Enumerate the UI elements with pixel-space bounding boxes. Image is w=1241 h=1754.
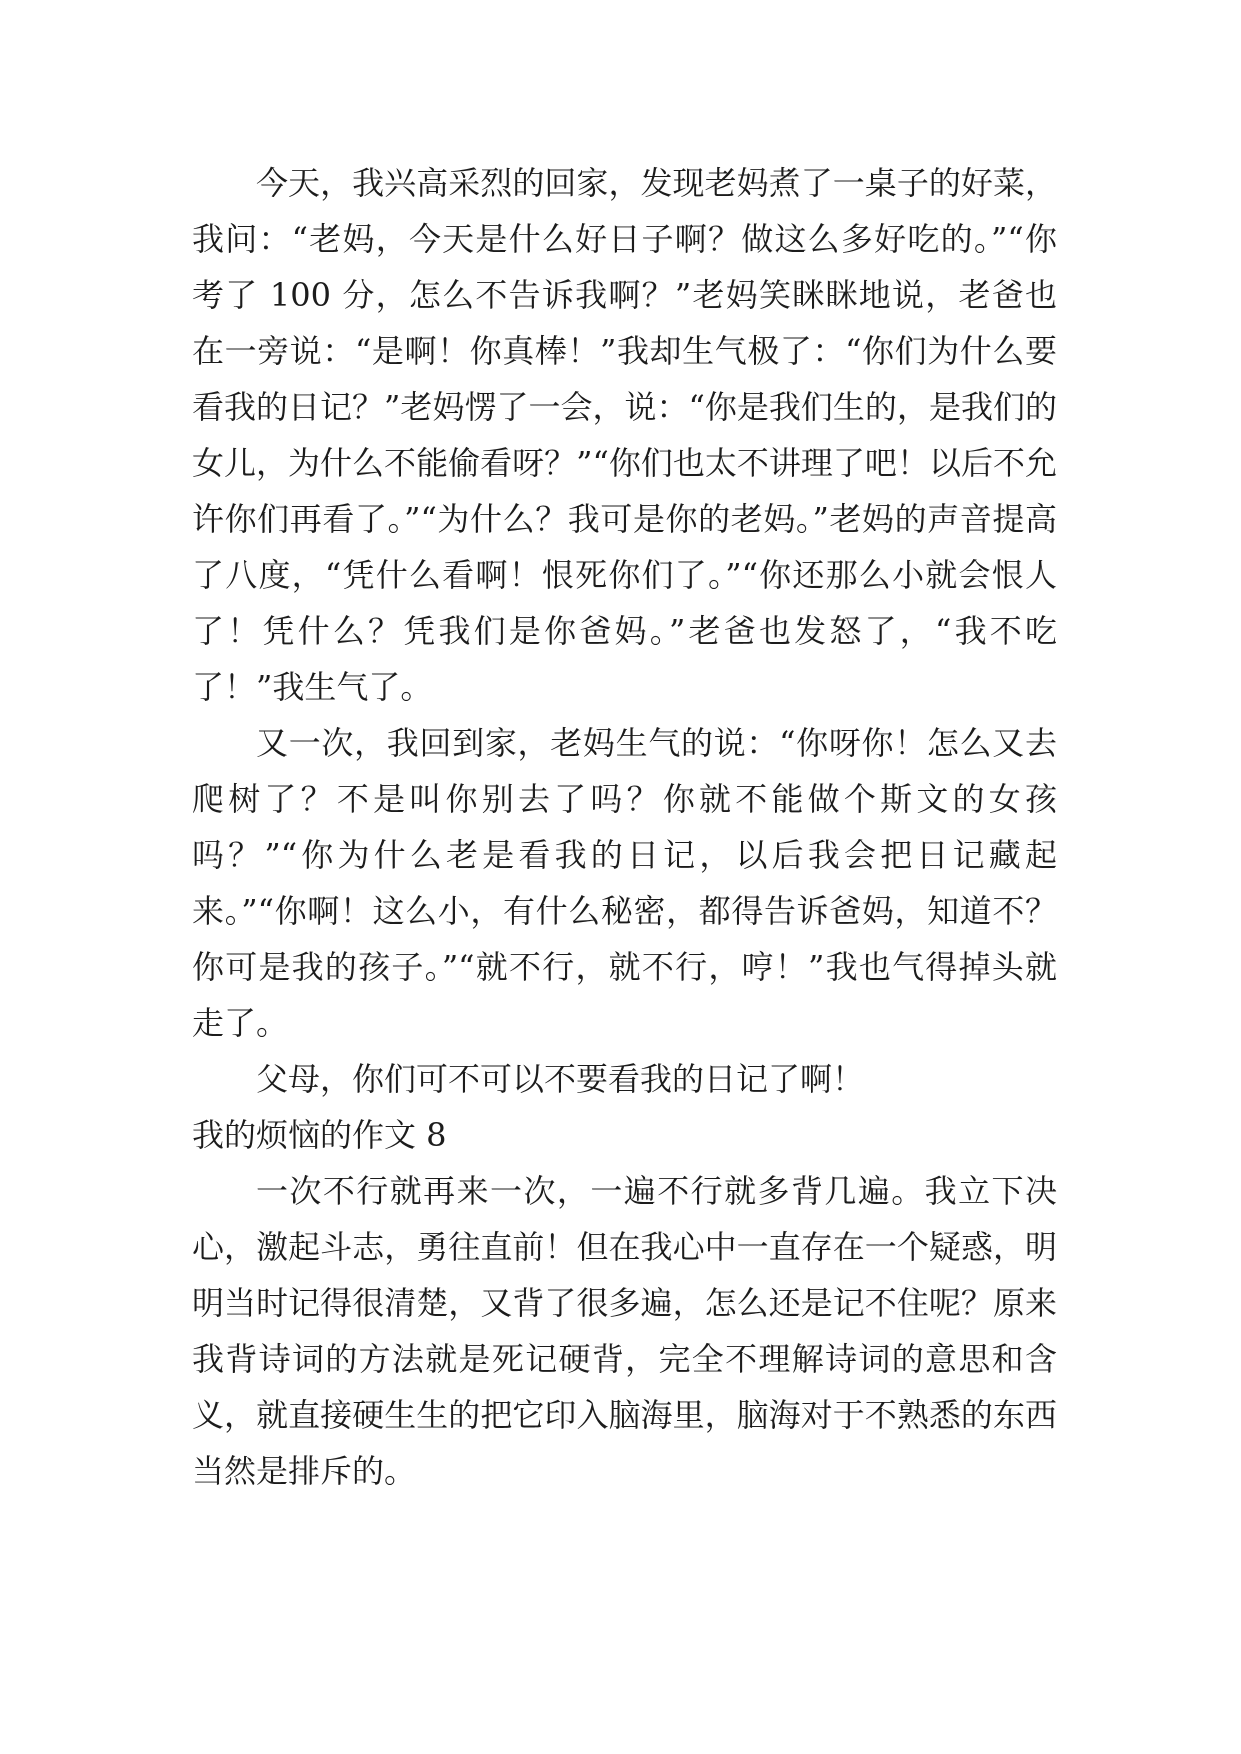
paragraph-2: 又一次，我回到家，老妈生气的说：“你呀你！怎么又去爬树了？不是叫你别去了吗？你就不能做个斯文的女孩吗？”“你为什么老是看我的日记，以后我会把日记藏起来。”“你啊！这么小，有什么秘密，都得告诉爸妈，知道不？你可是我的孩子。”“就不行，就不行，哼！”我也气得掉头就走了。 <box>192 724 1057 1042</box>
document-body <box>192 155 1057 1499</box>
paragraph-4: 一次不行就再来一次，一遍不行就多背几遍。我立下决心，激起斗志，勇往直前！但在我心中一直存在一个疑惑，明明当时记得很清楚，又背了很多遍，怎么还是记不住呢？原来我背诗词的方法就是死记硬背，完全不理解诗词的意思和含义，就直接硬生生的把它印入脑海里，脑海对于不熟悉的东西当然是排斥的。 <box>192 1172 1057 1490</box>
paragraph-3: 父母，你们可不可以不要看我的日记了啊！ <box>256 1060 865 1098</box>
essay-heading: 我的烦恼的作文 8 <box>192 1116 447 1154</box>
paragraph-1: 今天，我兴高采烈的回家，发现老妈煮了一桌子的好菜，我问：“老妈，今天是什么好日子啊？做这么多好吃的。”“你考了 100 分，怎么不告诉我啊？”老妈笑眯眯地说，老爸也在一旁说：“是啊！你真棒！”我却生气极了：“你们为什么要看我的日记？”老妈愣了一会，说：“你是我们生的，是我们的女儿，为什么不能偷看呀？”“你们也太不讲理了吧！以后不允许你们再看了。”“为什么？我可是你的老妈。”老妈的声音提高了八度，“凭什么看啊！恨死你们了。”“你还那么小就会恨人了！凭什么？凭我们是你爸妈。”老爸也发怒了，“我不吃了！”我生气了。 <box>192 164 1057 706</box>
